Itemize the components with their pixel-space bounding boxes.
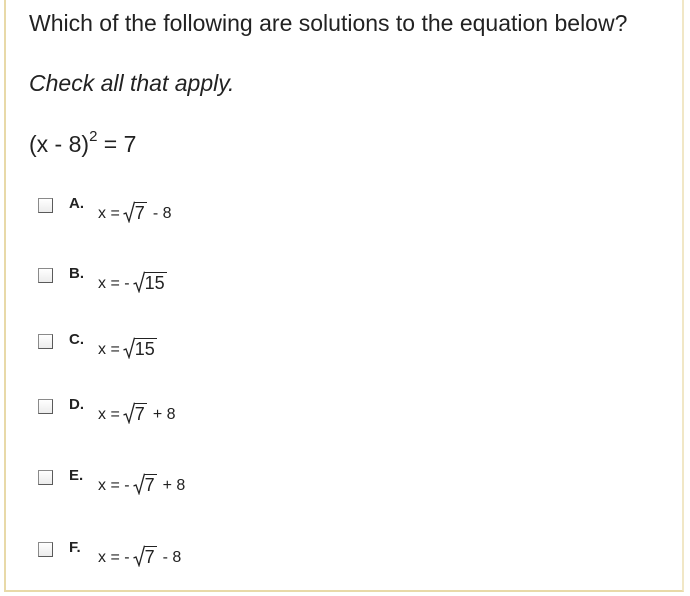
square-root	[133, 473, 157, 495]
square-root	[123, 337, 157, 359]
option-expression	[98, 402, 176, 424]
option-letter: D.	[69, 396, 84, 413]
square-root	[133, 271, 167, 293]
option-expression	[98, 337, 163, 359]
answer-option-d[interactable]	[38, 396, 338, 429]
radicand: 7	[134, 203, 145, 223]
checkbox-b[interactable]	[38, 268, 53, 283]
expression-tail: + 8	[162, 477, 186, 494]
equation-exponent: 2	[89, 128, 98, 145]
instruction-text: Check all that apply.	[29, 70, 235, 96]
option-expression	[98, 201, 171, 223]
option-expression	[98, 473, 185, 495]
checkbox-f[interactable]	[38, 542, 53, 557]
square-root	[123, 201, 147, 223]
expression-lhs: x = -	[98, 275, 130, 292]
radicand: 7	[144, 475, 155, 495]
option-letter: E.	[69, 467, 84, 484]
expression-lhs: x = -	[98, 477, 130, 494]
checkbox-a[interactable]	[38, 198, 53, 213]
square-root	[123, 402, 147, 424]
equation-rhs: = 7	[97, 131, 137, 157]
answer-option-e[interactable]	[38, 467, 338, 500]
answer-option-a[interactable]	[38, 195, 338, 228]
checkbox-c[interactable]	[38, 334, 53, 349]
question-text: Which of the following are solutions to the equation below?	[29, 10, 628, 36]
radicand: 15	[144, 273, 165, 293]
option-letter: A.	[69, 195, 84, 212]
equation-base: (x - 8)	[29, 131, 90, 157]
expression-lhs: x = -	[98, 549, 130, 566]
equation	[29, 128, 137, 158]
radicand: 7	[144, 547, 155, 567]
expression-tail: + 8	[152, 406, 176, 423]
option-expression	[98, 271, 173, 293]
checkbox-d[interactable]	[38, 399, 53, 414]
expression-lhs: x =	[98, 205, 120, 222]
option-letter: F.	[69, 539, 81, 556]
option-letter: B.	[69, 265, 84, 282]
checkbox-e[interactable]	[38, 470, 53, 485]
expression-lhs: x =	[98, 406, 120, 423]
expression-tail: - 8	[152, 205, 172, 222]
option-expression	[98, 545, 181, 567]
square-root	[133, 545, 157, 567]
option-letter: C.	[69, 331, 84, 348]
answer-option-c[interactable]	[38, 331, 338, 364]
radicand: 15	[134, 339, 155, 359]
answer-option-b[interactable]	[38, 265, 338, 298]
expression-lhs: x =	[98, 341, 120, 358]
answer-option-f[interactable]	[38, 539, 338, 572]
radicand: 7	[134, 404, 145, 424]
expression-tail: - 8	[162, 549, 182, 566]
